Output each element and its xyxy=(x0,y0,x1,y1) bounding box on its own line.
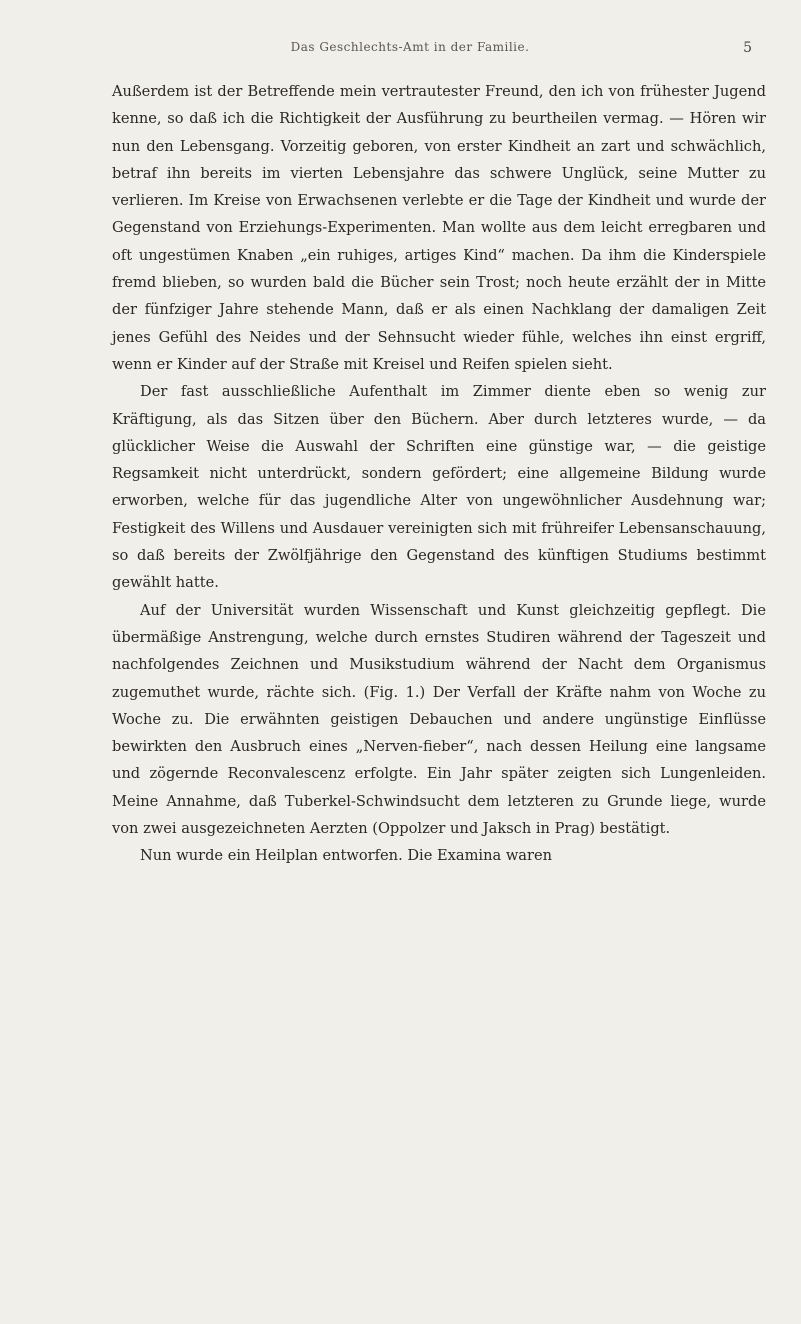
running-title: Das Geschlechts-Amt in der Familie. xyxy=(290,40,530,54)
paragraph-1: Außerdem ist der Betreffende mein vertrautester Freund, den ich von frühester Jugend kenne, so daß ich die Richtigkeit der Ausführung zu beurtheilen vermag. — Hören wir nun den Lebensgang. Vorzeitig geboren, von erster Kindheit an zart und schwächlich, betraf ihn bereits im vierten Lebensjahre das schwere Unglück, seine Mutter zu verlieren. Im Kreise von Erwachsenen verlebte er die Tage der Kindheit und wurde der Gegenstand von Erziehungs-Experimenten. Man wollte aus dem leicht erregbaren und oft ungestümen Knaben „ein ruhiges, artiges Kind“ machen. Da ihm die Kinderspiele fremd blieben, so wurden bald die Bücher sein Trost; noch heute erzählt der in Mitte der fünfziger Jahre stehende Mann, daß er als einen Nachklang der damaligen Zeit jenes Gefühl des Neides und der Sehnsucht wieder fühle, welches ihn einst ergriff, wenn er Kinder auf der Straße mit Kreisel und Reifen spielen sieht. xyxy=(112,83,766,373)
paragraph-4: Nun wurde ein Heilplan entworfen. Die Examina waren xyxy=(140,847,553,865)
paragraph-3: Auf der Universität wurden Wissenschaft und Kunst gleichzeitig gepflegt. Die übermäßige Anstrengung, welche durch ernstes Studiren während der Tageszeit und nachfolgendes Zeichnen und Musikstudium während der Nacht dem Organismus zugemuthet wurde, rächte sich. (Fig. 1.) Der Verfall der Kräfte nahm von Woche zu Woche zu. Die erwähnten geistigen Debauchen und andere ungünstige Einflüsse bewirkten den Ausbruch eines „Nerven-fieber“, nach dessen Heilung eine langsame und zögernde Reconvalescenz erfolgte. Ein Jahr später zeigten sich Lungenleiden. Meine Annahme, daß Tuberkel-Schwindsucht dem letzteren zu Grunde liege, wurde von zwei ausgezeichneten Aerzten (Oppolzer und Jaksch in Prag) bestätigt. xyxy=(112,601,766,838)
page-number: 5 xyxy=(743,40,752,56)
page-header xyxy=(120,40,760,62)
paragraph-2: Der fast ausschließliche Aufenthalt im Zimmer diente eben so wenig zur Kräftigung, als das Sitzen über den Büchern. Aber durch letzteres wurde, — da glücklicher Weise die Auswahl der Schriften eine günstige war, — die geistige Regsamkeit nicht unterdrückt, sondern gefördert; eine allgemeine Bildung wurde erworben, welche für das jugendliche Alter von ungewöhnlicher Ausdehnung war; Festigkeit des Willens und Ausdauer vereinigten sich mit frühreifer Lebensanschauung, so daß bereits der Zwölfjährige den Gegenstand des künftigen Studiums bestimmt gewählt hatte. xyxy=(112,383,766,592)
body-text xyxy=(112,78,766,870)
